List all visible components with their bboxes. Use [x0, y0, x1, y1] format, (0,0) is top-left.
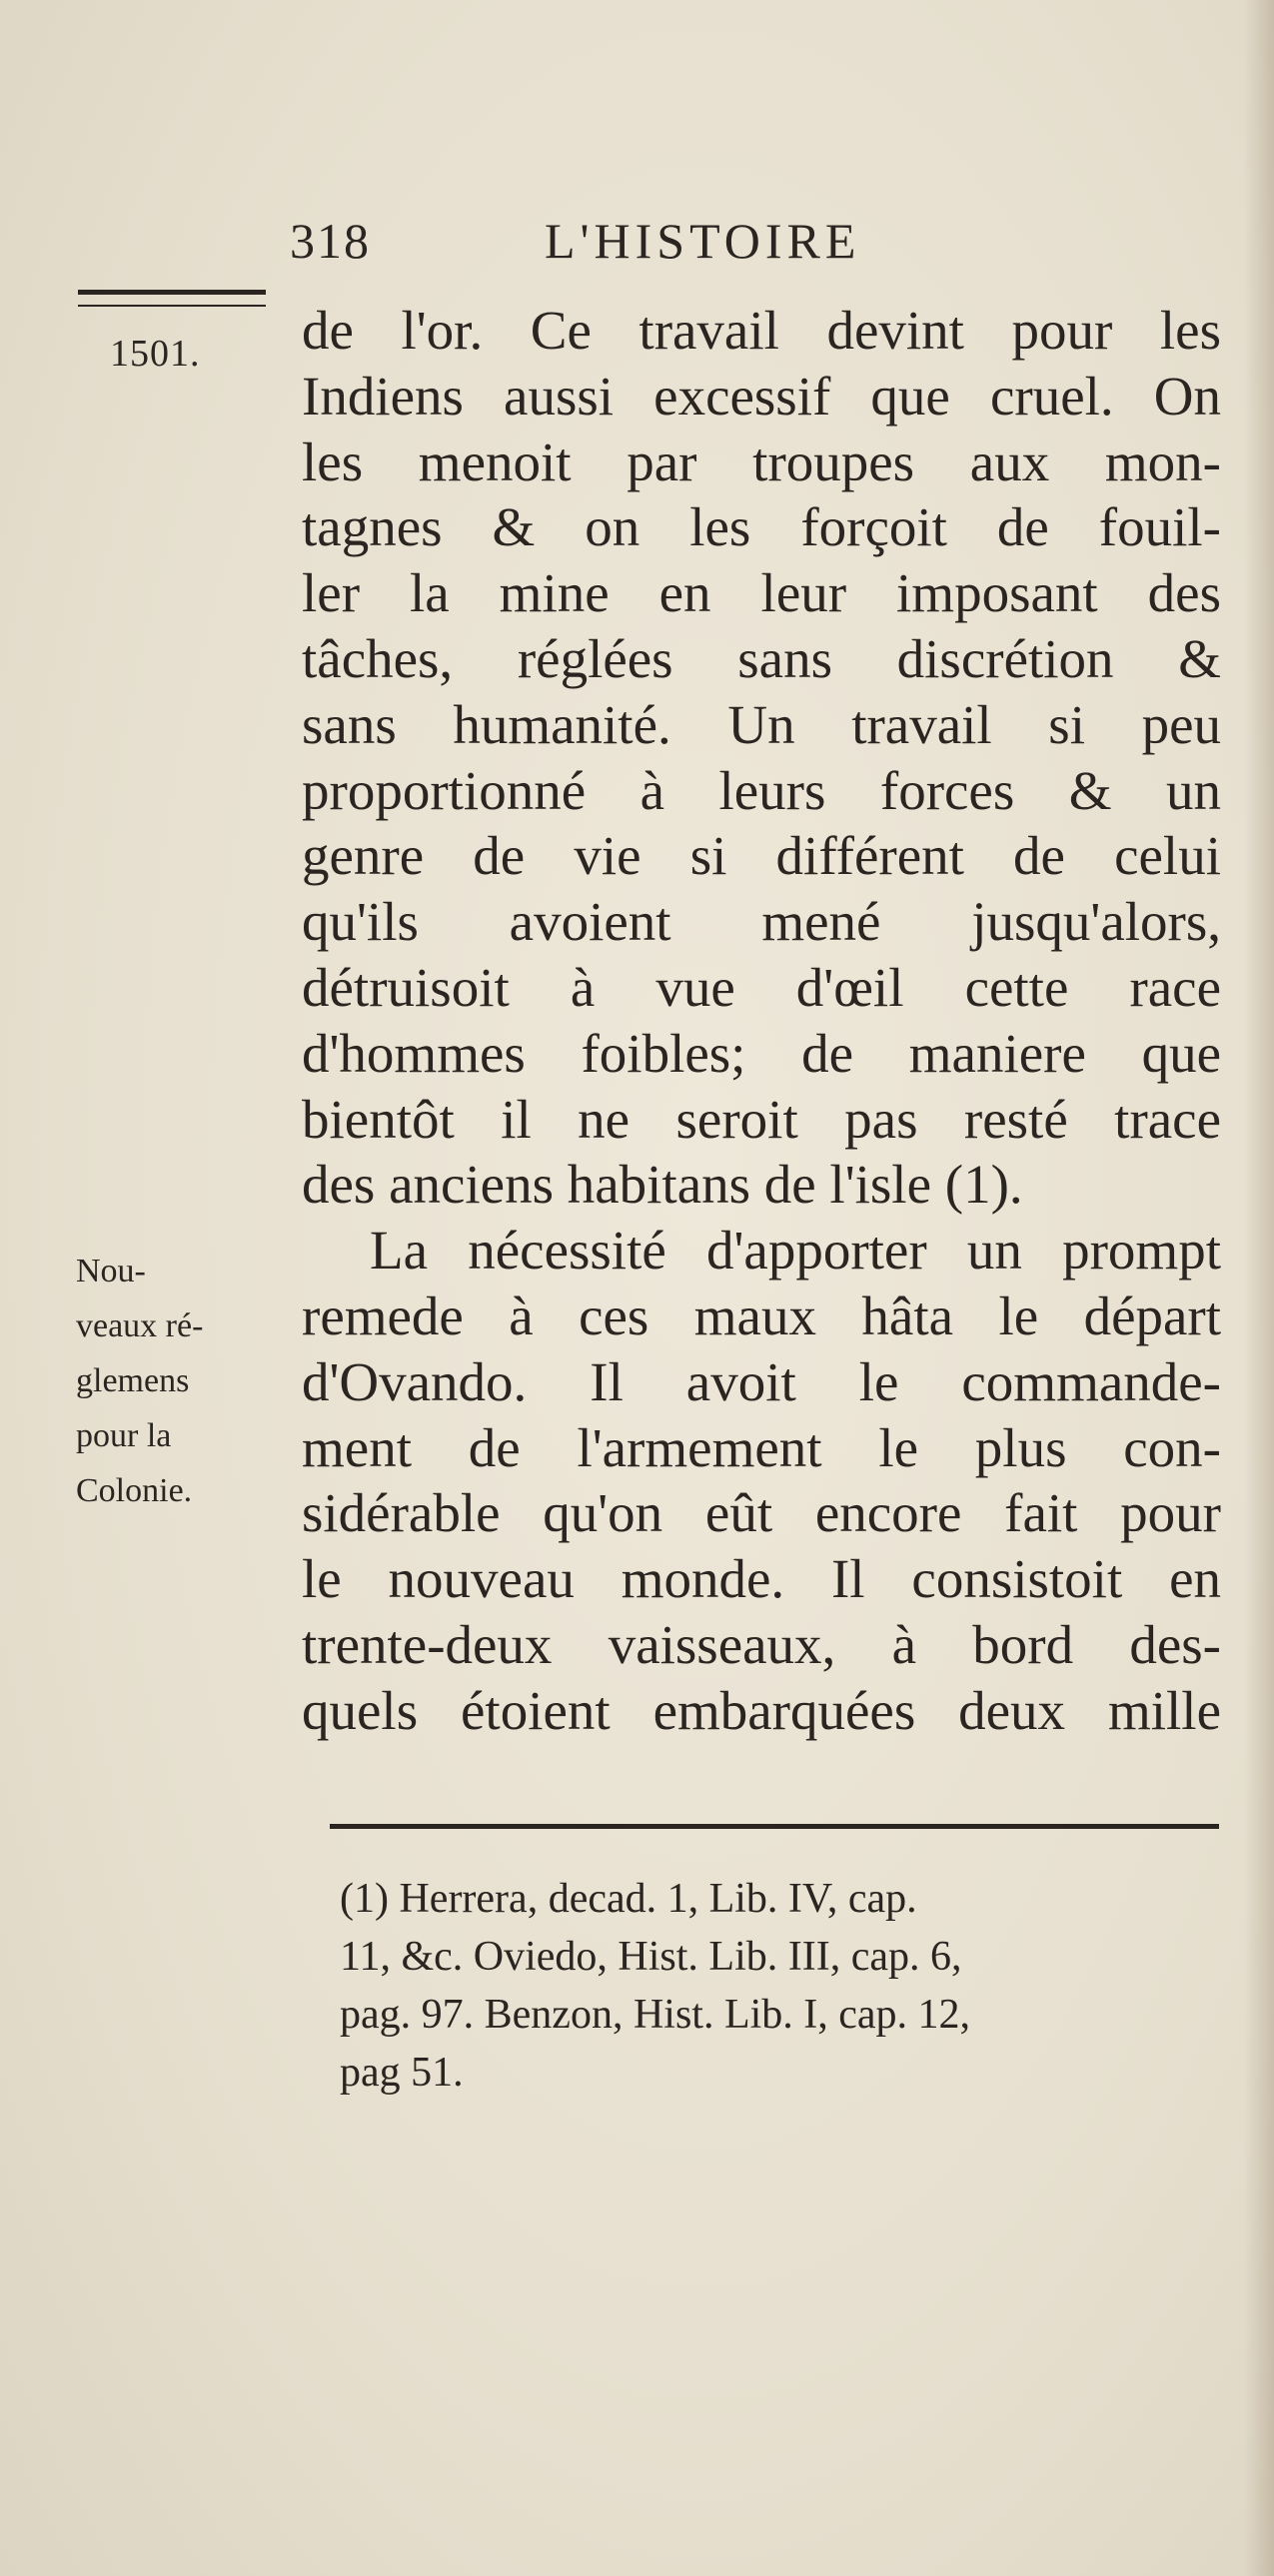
margin-year: 1501.: [110, 333, 201, 375]
marginal-note-line: Colonie.: [76, 1472, 193, 1509]
footnote: [340, 1870, 1219, 2102]
footnote-rule: [330, 1824, 1219, 1829]
footnote-line: pag 51.: [340, 2050, 464, 2096]
footnote-line: (1) Herrera, decad. 1, Lib. IV, cap.: [340, 1876, 917, 1922]
body-text: [302, 298, 1221, 1744]
marginal-note-line: Nou-: [76, 1253, 146, 1289]
text-line: bientôt il ne seroit pas resté trace: [302, 1088, 1221, 1150]
text-line: tagnes & on les forçoit de fouil-: [302, 496, 1221, 558]
marginal-note-line: pour la: [76, 1417, 172, 1454]
text-line: ler la mine en leur imposant des: [302, 562, 1221, 624]
running-title: L'HISTOIRE: [545, 213, 861, 269]
text-line: les menoit par troupes aux mon-: [302, 430, 1221, 492]
marginal-note-line: veaux ré-: [76, 1307, 204, 1344]
text-line: trente-deux vaisseaux, à bord des-: [302, 1613, 1221, 1675]
text-line: d'hommes foibles; de maniere que: [302, 1022, 1221, 1084]
text-line: des anciens habitans de l'isle (1).: [302, 1154, 1023, 1216]
text-line: quels étoient embarquées deux mille: [302, 1679, 1221, 1741]
text-line: Indiens aussi excessif que cruel. On: [302, 365, 1221, 427]
page-edge-shadow: [1244, 0, 1274, 2576]
marginal-note: [76, 1244, 291, 1518]
text-line: de l'or. Ce travail devint pour les: [302, 300, 1221, 361]
running-header: [290, 212, 1049, 282]
text-line: sidérable qu'on eût encore fait pour: [302, 1482, 1221, 1544]
text-line: ment de l'armement le plus con-: [302, 1416, 1221, 1478]
text-line: détruisoit à vue d'œil cette race: [302, 956, 1221, 1018]
text-line: sans humanité. Un travail si peu: [302, 693, 1221, 755]
text-line: genre de vie si différent de celui: [302, 825, 1221, 887]
text-line: tâches, réglées sans discrétion &: [302, 627, 1221, 689]
footnote-line: 11, &c. Oviedo, Hist. Lib. III, cap. 6,: [340, 1934, 962, 1980]
text-line: qu'ils avoient mené jusqu'alors,: [302, 891, 1221, 953]
footnote-line: pag. 97. Benzon, Hist. Lib. I, cap. 12,: [340, 1992, 971, 2038]
margin-double-rule: [78, 290, 266, 307]
text-line: remede à ces maux hâta le départ: [302, 1285, 1221, 1346]
text-line: d'Ovando. Il avoit le commande-: [302, 1350, 1221, 1412]
text-line: le nouveau monde. Il consistoit en: [302, 1548, 1221, 1610]
page-number: 318: [290, 213, 371, 269]
text-line: proportionné à leurs forces & un: [302, 759, 1221, 821]
paragraph-first-line: La nécessité d'apporter un prompt: [370, 1220, 1221, 1282]
marginal-note-line: glemens: [76, 1362, 190, 1399]
